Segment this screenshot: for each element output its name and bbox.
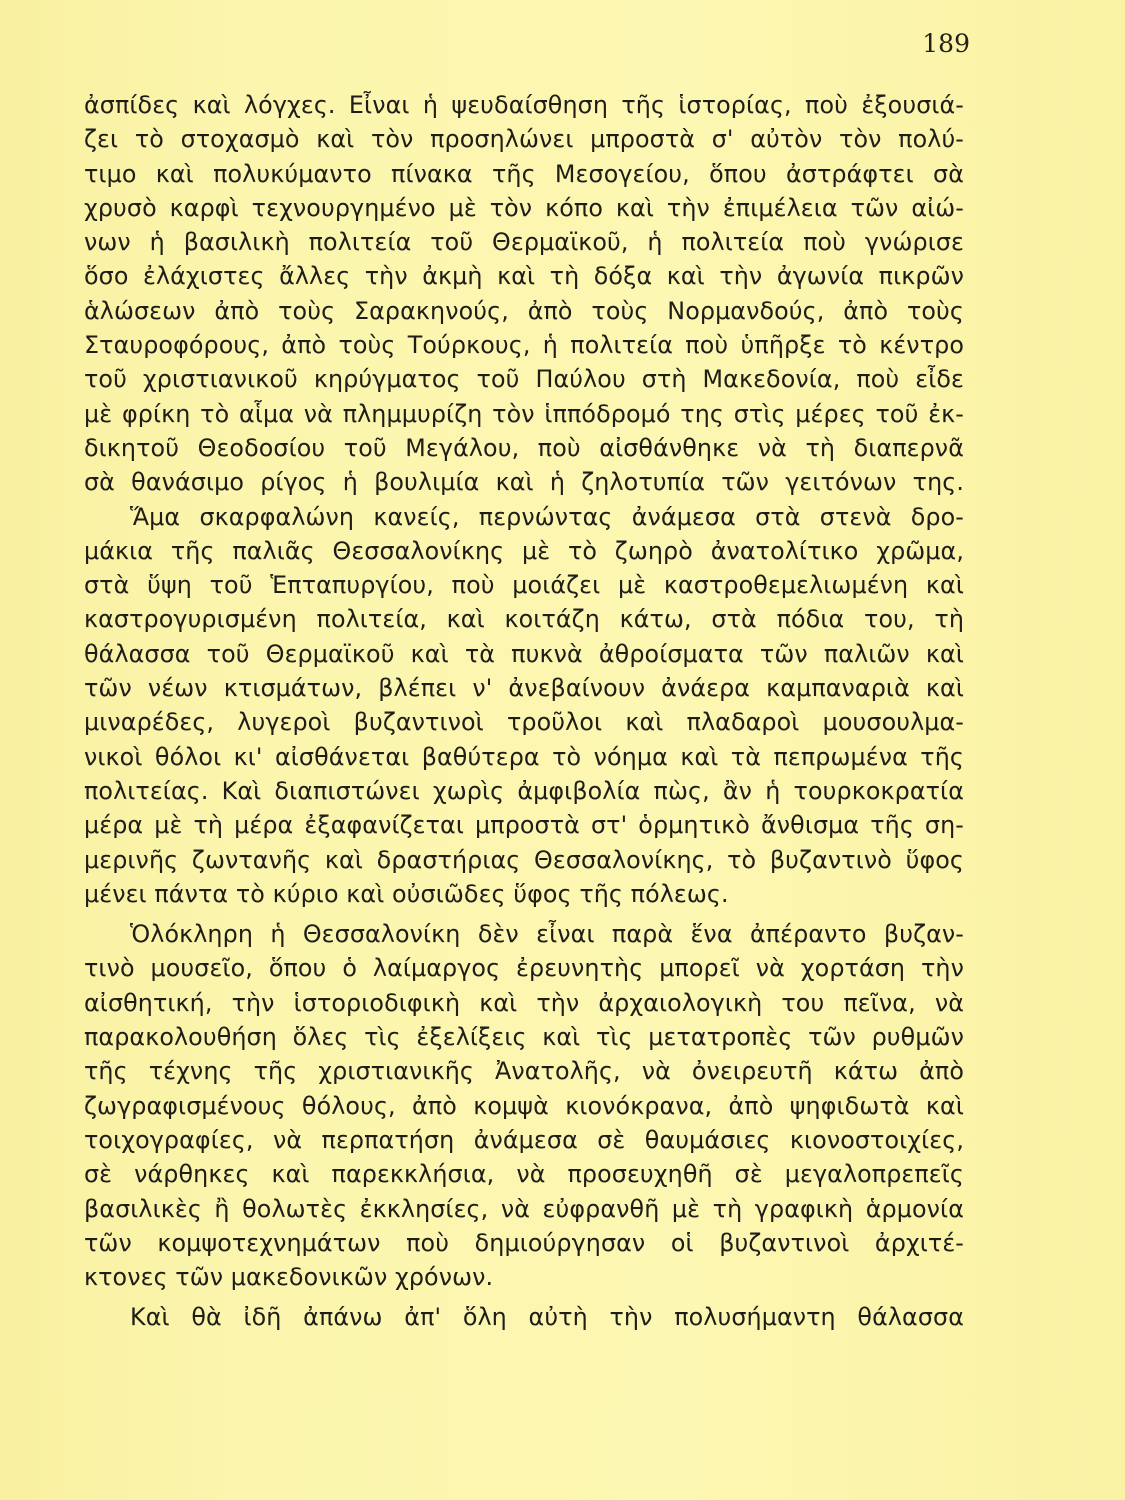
text-line: παρακολουθήση ὅλες τὶς ἐξελίξεις καὶ τὶς μετατροπὲς τῶν ρυθμῶν — [84, 1023, 964, 1052]
text-line: στὰ ὕψη τοῦ Ἑπταπυργίου, ποὺ μοιάζει μὲ καστροθεμελιωμένη καὶ — [84, 571, 964, 600]
text-line: αἰσθητική, τὴν ἱστοριοδιφικὴ καὶ τὴν ἀρχαιολογικὴ του πεῖνα, νὰ — [84, 988, 964, 1017]
text-line: ζει τὸ στοχασμὸ καὶ τὸν προσηλώνει μπροστὰ σ' αὐτὸν τὸν πολύ- — [84, 125, 964, 154]
text-line: κτονες τῶν μακεδονικῶν χρόνων. — [84, 1263, 494, 1292]
text-line: μάκια τῆς παλιᾶς Θεσσαλονίκης μὲ τὸ ζωηρὸ ἀνατολίτικο χρῶμα, — [84, 536, 964, 565]
text-line: δικητοῦ Θεοδοσίου τοῦ Μεγάλου, ποὺ αἰσθάνθηκε νὰ τὴ διαπερνᾶ — [84, 433, 964, 462]
text-line: μιναρέδες, λυγεροὶ βυζαντινοὶ τροῦλοι καὶ πλαδαροὶ μουσουλμα- — [84, 708, 964, 737]
text-line: τινὸ μουσεῖο, ὅπου ὁ λαίμαργος ἐρευνητὴς μπορεῖ νὰ χορτάση τὴν — [84, 954, 964, 983]
text-line: ἀσπίδες καὶ λόγχες. Εἶναι ἡ ψευδαίσθηση τῆς ἱστορίας, ποὺ ἐξουσιά- — [84, 91, 964, 119]
text-line: τοιχογραφίες, νὰ περπατήση ἀνάμεσα σὲ θαυμάσιες κιονοστοιχίες, — [84, 1125, 964, 1154]
text-line: βασιλικὲς ἢ θολωτὲς ἐκκλησίες, νὰ εὐφρανθῆ μὲ τὴ γραφικὴ ἁρμονία — [84, 1194, 964, 1223]
text-line: σὰ θανάσιμο ρίγος ἡ βουλιμία καὶ ἡ ζηλοτυπία τῶν γειτόνων της. — [84, 468, 964, 497]
text-line: Ὁλόκληρη ἡ Θεσσαλονίκη δὲν εἶναι παρὰ ἕνα ἀπέραντο βυζαν- — [130, 920, 964, 949]
paragraph — [84, 917, 964, 1294]
text-line: ζωγραφισμένους θόλους, ἀπὸ κομψὰ κιονόκρανα, ἀπὸ ψηφιδωτὰ καὶ — [84, 1091, 964, 1120]
paragraph — [84, 1300, 964, 1334]
paragraph — [84, 500, 964, 912]
text-line: θάλασσα τοῦ Θερμαϊκοῦ καὶ τὰ πυκνὰ ἀθροίσματα τῶν παλιῶν καὶ — [84, 639, 964, 668]
text-line: μένει πάντα τὸ κύριο καὶ οὐσιῶδες ὕφος τῆς πόλεως. — [84, 879, 729, 908]
text-line: νικοὶ θόλοι κι' αἰσθάνεται βαθύτερα τὸ νόημα καὶ τὰ πεπρωμένα τῆς — [84, 742, 964, 771]
text-line: πολιτείας. Καὶ διαπιστώνει χωρὶς ἀμφιβολία πὼς, ἂν ἡ τουρκοκρατία — [84, 776, 964, 805]
text-line: Σταυροφόρους, ἀπὸ τοὺς Τούρκους, ἡ πολιτεία ποὺ ὑπῆρξε τὸ κέντρο — [84, 331, 964, 360]
text-line: χρυσὸ καρφὶ τεχνουργημένο μὲ τὸν κόπο καὶ τὴν ἐπιμέλεια τῶν αἰώ- — [84, 193, 964, 222]
text-line: τοῦ χριστιανικοῦ κηρύγματος τοῦ Παύλου στὴ Μακεδονία, ποὺ εἶδε — [84, 365, 964, 394]
text-line: μὲ φρίκη τὸ αἷμα νὰ πλημμυρίζη τὸν ἱππόδρομό της στὶς μέρες τοῦ ἐκ- — [84, 399, 964, 428]
text-line: Ἅμα σκαρφαλώνη κανείς, περνώντας ἀνάμεσα στὰ στενὰ δρο- — [130, 502, 964, 531]
text-line: τῆς τέχνης τῆς χριστιανικῆς Ἀνατολῆς, νὰ ὀνειρευτῆ κάτω ἀπὸ — [84, 1057, 964, 1086]
text-line: τῶν νέων κτισμάτων, βλέπει ν' ἀνεβαίνουν ἀνάερα καμπαναριὰ καὶ — [84, 674, 964, 703]
text-line: τῶν κομψοτεχνημάτων ποὺ δημιούργησαν οἱ βυζαντινοὶ ἀρχιτέ- — [84, 1228, 964, 1257]
text-line: καστρογυρισμένη πολιτεία, καὶ κοιτάζη κάτω, στὰ πόδια του, τὴ — [84, 605, 964, 634]
page-number: 189 — [922, 29, 970, 58]
text-line: σὲ νάρθηκες καὶ παρεκκλήσια, νὰ προσευχηθῆ σὲ μεγαλοπρεπεῖς — [84, 1160, 964, 1189]
text-line: ὅσο ἐλάχιστες ἄλλες τὴν ἀκμὴ καὶ τὴ δόξα καὶ τὴν ἀγωνία πικρῶν — [84, 262, 964, 291]
text-line: μέρα μὲ τὴ μέρα ἐξαφανίζεται μπροστὰ στ' ὁρμητικὸ ἄνθισμα τῆς ση- — [84, 811, 964, 840]
body-text — [84, 88, 964, 1335]
paragraph — [84, 88, 964, 500]
text-line: ἁλώσεων ἀπὸ τοὺς Σαρακηνούς, ἀπὸ τοὺς Νορμανδούς, ἀπὸ τοὺς — [84, 296, 964, 325]
text-line: νων ἡ βασιλικὴ πολιτεία τοῦ Θερμαϊκοῦ, ἡ πολιτεία ποὺ γνώρισε — [84, 228, 964, 257]
text-line: μερινῆς ζωντανῆς καὶ δραστήριας Θεσσαλονίκης, τὸ βυζαντινὸ ὕφος — [84, 845, 964, 874]
text-line: τιμο καὶ πολυκύμαντο πίνακα τῆς Μεσογείου, ὅπου ἀστράφτει σὰ — [84, 159, 964, 188]
text-line: Καὶ θὰ ἰδῆ ἀπάνω ἀπ' ὅλη αὐτὴ τὴν πολυσήμαντη θάλασσα — [130, 1303, 964, 1332]
